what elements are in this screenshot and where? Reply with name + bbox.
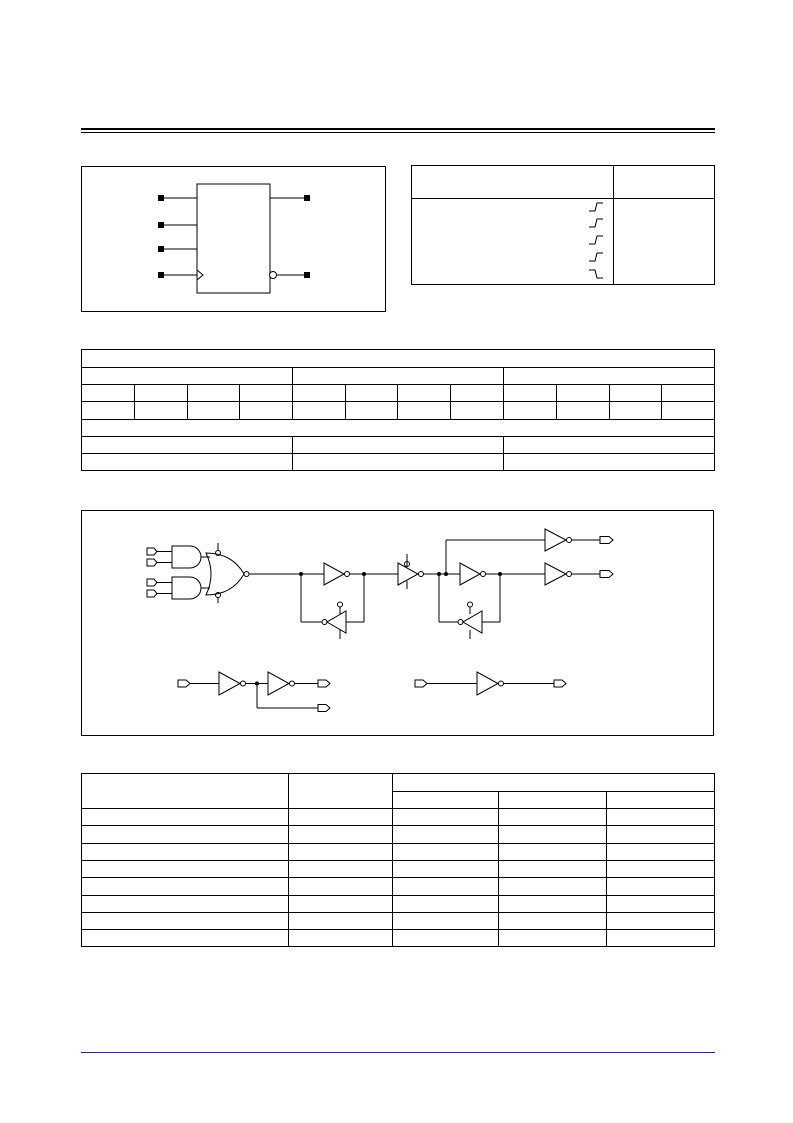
ac-table — [81, 773, 715, 947]
and-gate-icon — [172, 546, 201, 568]
output-pin-qbar — [304, 272, 310, 278]
input-connector-icon — [147, 579, 157, 586]
output-pin-q — [304, 195, 310, 201]
inverter-icon — [268, 672, 289, 695]
output-connector-icon — [554, 680, 566, 687]
clock-pin — [158, 272, 164, 278]
clock-triangle-icon — [197, 270, 203, 280]
and-gate-icon — [172, 577, 201, 599]
output-connector-icon — [600, 537, 613, 544]
flip-flop-body — [197, 184, 270, 293]
header-rule-top — [81, 128, 715, 130]
truth-table — [81, 349, 715, 471]
inverter-icon — [219, 672, 240, 695]
input-pin-1 — [158, 195, 164, 201]
inverter-icon — [545, 563, 566, 585]
footer-rule — [81, 1052, 715, 1053]
inversion-bubble-icon — [270, 272, 277, 279]
input-connector-icon — [147, 548, 157, 555]
inverter-icon — [324, 563, 344, 585]
input-pin-2 — [158, 222, 164, 228]
mode-table — [411, 165, 715, 285]
input-pin-3 — [158, 246, 164, 252]
inverter-icon — [477, 672, 498, 695]
inversion-bubble-icon — [244, 572, 249, 577]
tristate-inverter-icon — [327, 611, 346, 633]
input-connector-icon — [415, 680, 427, 687]
input-connector-icon — [147, 559, 157, 566]
input-connector-icon — [147, 590, 157, 597]
logic-symbol-panel — [81, 166, 386, 312]
flip-flop-symbol — [82, 167, 387, 313]
inverter-icon — [545, 529, 566, 551]
rising-edge-icon — [589, 219, 603, 227]
rising-edge-icon — [589, 203, 603, 211]
output-connector-icon — [600, 571, 613, 578]
nor-gate-icon — [206, 553, 244, 595]
tristate-inverter-icon — [463, 611, 482, 633]
logic-diagram-panel — [81, 510, 714, 736]
output-connector-icon — [318, 705, 330, 712]
input-connector-icon — [178, 680, 190, 687]
rising-edge-icon — [589, 253, 603, 261]
inverter-icon — [460, 563, 480, 585]
rising-edge-icon — [589, 236, 603, 244]
falling-edge-icon — [589, 270, 603, 278]
output-connector-icon — [318, 680, 330, 687]
logic-diagram — [82, 511, 715, 737]
header-rule-bottom — [81, 132, 715, 133]
